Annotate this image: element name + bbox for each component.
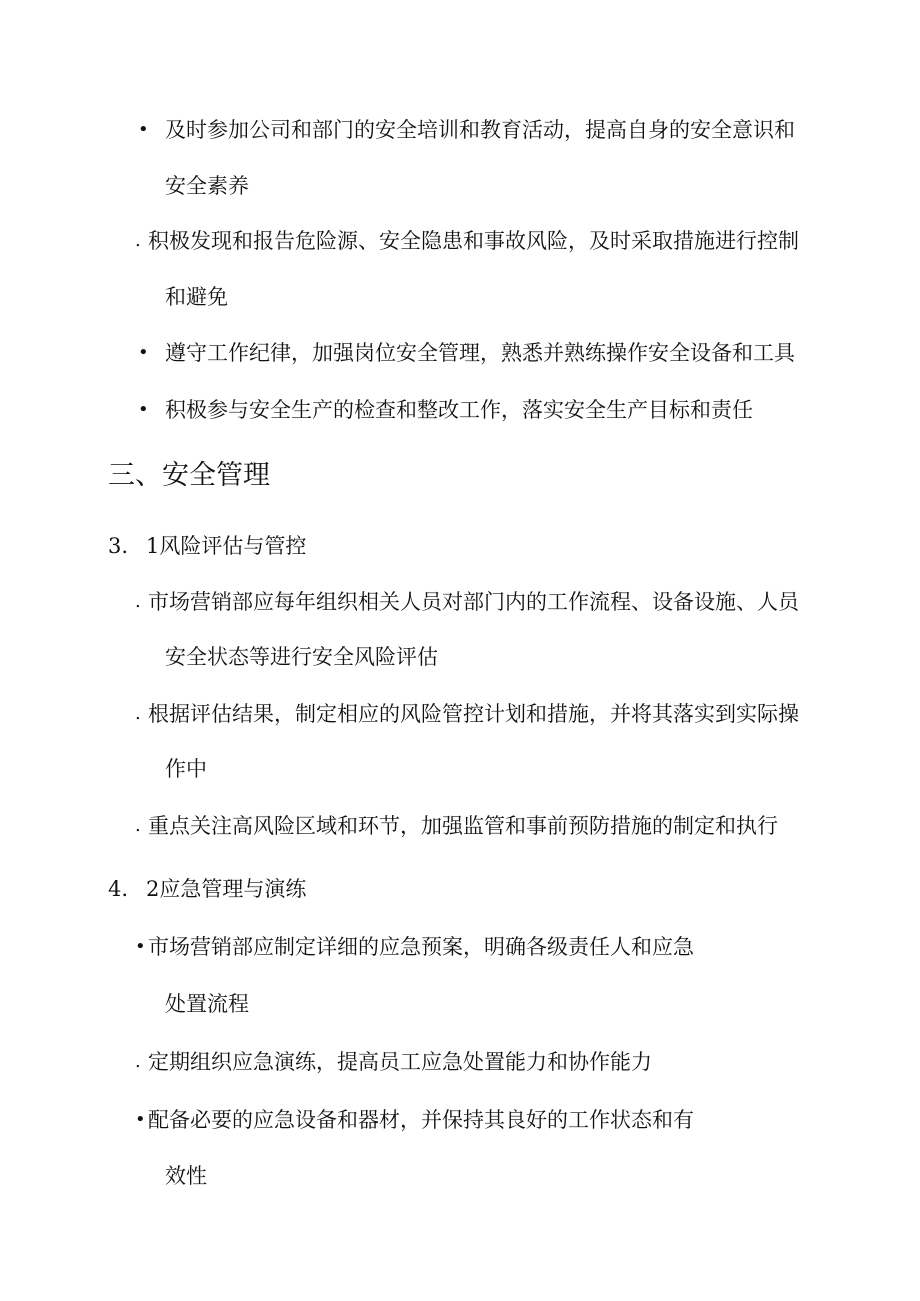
paragraph-line: 安全素养 (165, 174, 249, 198)
subsection-title: 1风险评估与管控 (146, 534, 307, 558)
paragraph-line: 市场营销部应制定详细的应急预案，明确各级责任人和应急 (148, 935, 694, 959)
bullet-marker: . (135, 815, 141, 836)
paragraph-line: 遵守工作纪律，加强岗位安全管理，熟悉并熟练操作安全设备和工具 (165, 341, 795, 365)
paragraph-line: 作中 (165, 757, 207, 781)
bullet-marker: • (138, 119, 149, 140)
bullet-marker: • (138, 399, 149, 420)
paragraph-line: 市场营销部应每年组织相关人员对部门内的工作流程、设备设施、人员 (148, 590, 799, 614)
paragraph-line: 根据评估结果，制定相应的风险管控计划和措施，并将其落实到实际操 (148, 702, 799, 726)
paragraph-line: 及时参加公司和部门的安全培训和教育活动，提高自身的安全意识和 (165, 118, 795, 142)
paragraph-line: 处置流程 (165, 992, 249, 1016)
bullet-marker: • (138, 342, 149, 363)
paragraph-line: 积极发现和报告危险源、安全隐患和事故风险，及时采取措施进行控制 (148, 229, 799, 253)
paragraph-line: 安全状态等进行安全风险评估 (165, 645, 438, 669)
paragraph-line: 重点关注高风险区域和环节，加强监管和事前预防措施的制定和执行 (148, 814, 778, 838)
section-heading: 三、安全管理 (108, 460, 270, 491)
bullet-marker: • (135, 936, 146, 957)
bullet-marker: • (135, 1109, 146, 1130)
bullet-marker: . (135, 703, 141, 724)
subsection-number: 4. (108, 877, 129, 901)
bullet-marker: . (135, 1051, 141, 1072)
subsection-title: 2应急管理与演练 (146, 877, 307, 901)
subsection-number: 3. (108, 534, 129, 558)
paragraph-line: 配备必要的应急设备和器材，并保持其良好的工作状态和有 (148, 1108, 694, 1132)
bullet-marker: . (135, 591, 141, 612)
paragraph-line: 和避免 (165, 285, 228, 309)
paragraph-line: 定期组织应急演练，提高员工应急处置能力和协作能力 (148, 1050, 652, 1074)
bullet-marker: . (135, 230, 141, 251)
paragraph-line: 积极参与安全生产的检查和整改工作，落实安全生产目标和责任 (165, 398, 753, 422)
paragraph-line: 效性 (165, 1164, 207, 1188)
